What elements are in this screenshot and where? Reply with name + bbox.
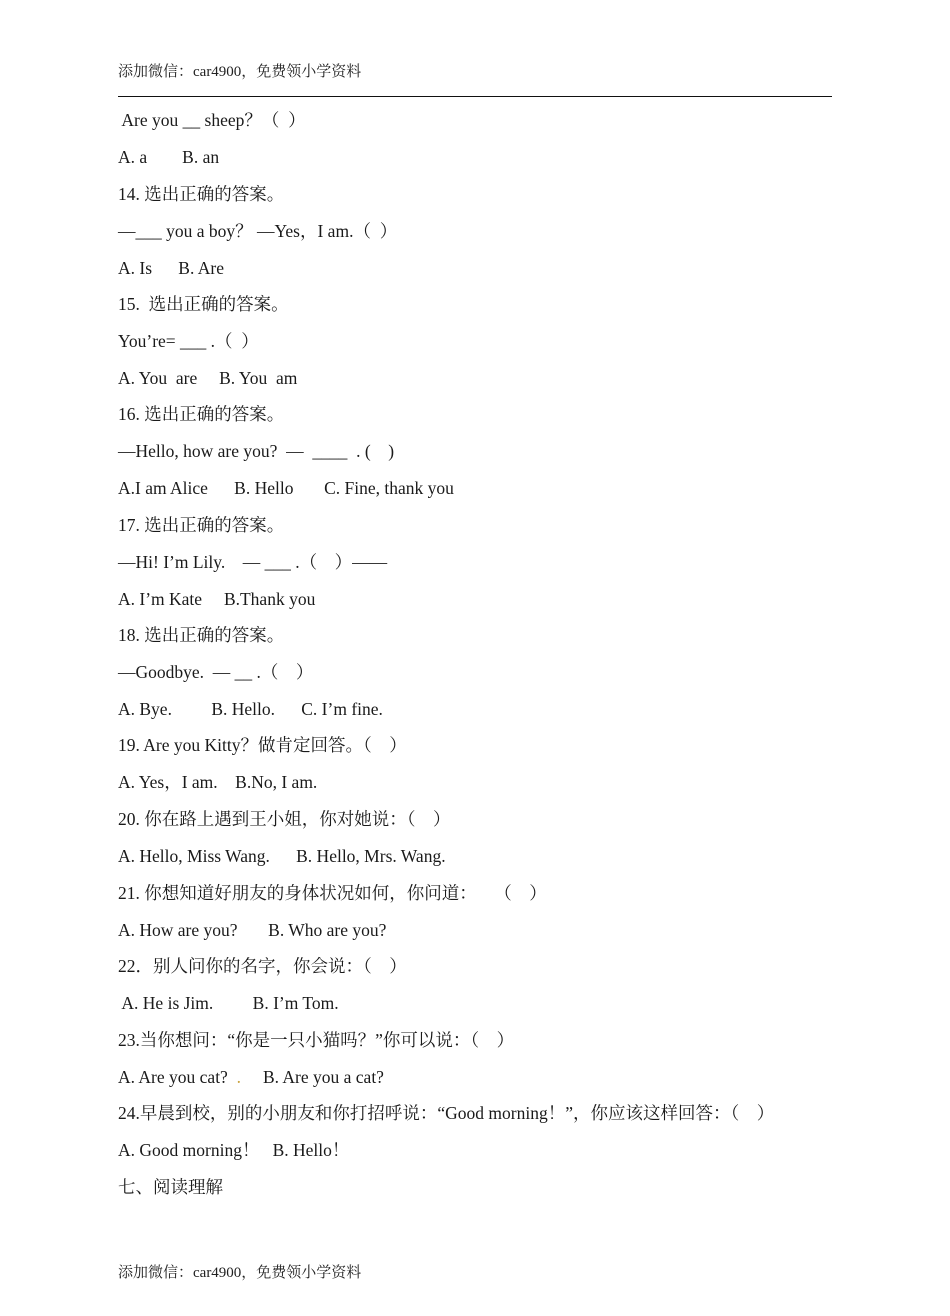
question-23-options xyxy=(118,1067,384,1087)
question-18-title: 18. 选出正确的答案。 xyxy=(118,625,285,645)
section-7-heading: 七、阅读理解 xyxy=(118,1177,223,1197)
question-17-title: 17. 选出正确的答案。 xyxy=(118,515,285,535)
question-15-options: A. You are B. You am xyxy=(118,368,298,388)
question-15-stem: You’re= ___ .（ ） xyxy=(118,331,259,351)
question-15-title: 15. 选出正确的答案。 xyxy=(118,294,289,314)
question-20-options: A. Hello, Miss Wang. B. Hello, Mrs. Wang. xyxy=(118,846,446,866)
question-19-stem: 19. Are you Kitty？做肯定回答。（ ） xyxy=(118,735,407,755)
page-header: 添加微信：car4900，免费领小学资料 xyxy=(118,64,362,80)
question-14-stem: —___ you a boy？ —Yes，I am.（ ） xyxy=(118,221,398,241)
stray-dot: . xyxy=(236,1067,241,1087)
question-16-title: 16. 选出正确的答案。 xyxy=(118,404,285,424)
question-16-options: A.I am Alice B. Hello C. Fine, thank you xyxy=(118,478,454,498)
question-18-options: A. Bye. B. Hello. C. I’m fine. xyxy=(118,699,383,719)
question-20-stem: 20. 你在路上遇到王小姐，你对她说：（ ） xyxy=(118,809,451,829)
question-14-title: 14. 选出正确的答案。 xyxy=(118,184,285,204)
question-19-options: A. Yes，I am. B.No, I am. xyxy=(118,772,318,792)
question-13-options: A. a B. an xyxy=(118,147,220,167)
question-22-stem: 22．别人问你的名字，你会说：（ ） xyxy=(118,956,407,976)
question-24-stem: 24.早晨到校，别的小朋友和你打招呼说：“Good morning！”，你应该这样回答：（ ） xyxy=(118,1103,775,1123)
question-23-option-b: B. Are you a cat? xyxy=(262,1067,384,1087)
question-24-options: A. Good morning！ B. Hello！ xyxy=(118,1140,350,1160)
question-18-stem: —Goodbye. — __ .（ ） xyxy=(118,662,314,682)
question-22-options: A. He is Jim. B. I’m Tom. xyxy=(118,993,339,1013)
page-footer: 添加微信：car4900，免费领小学资料 xyxy=(118,1265,362,1281)
question-14-options: A. Is B. Are xyxy=(118,258,224,278)
question-17-stem: —Hi! I’m Lily. — ___ .（ ）—— xyxy=(118,552,388,572)
question-23-stem: 23.当你想问：“你是一只小猫吗？”你可以说：（ ） xyxy=(118,1030,515,1050)
question-17-options: A. I’m Kate B.Thank you xyxy=(118,589,316,609)
question-13-stem: Are you __ sheep？（ ） xyxy=(118,110,306,130)
question-16-stem: —Hello, how are you? — ____ . ( ) xyxy=(118,441,395,461)
question-21-options: A. How are you? B. Who are you? xyxy=(118,920,387,940)
question-21-stem: 21. 你想知道好朋友的身体状况如何，你问道： （ ） xyxy=(118,883,547,903)
header-rule xyxy=(118,96,832,97)
question-23-option-a: A. Are you cat? xyxy=(118,1067,237,1087)
